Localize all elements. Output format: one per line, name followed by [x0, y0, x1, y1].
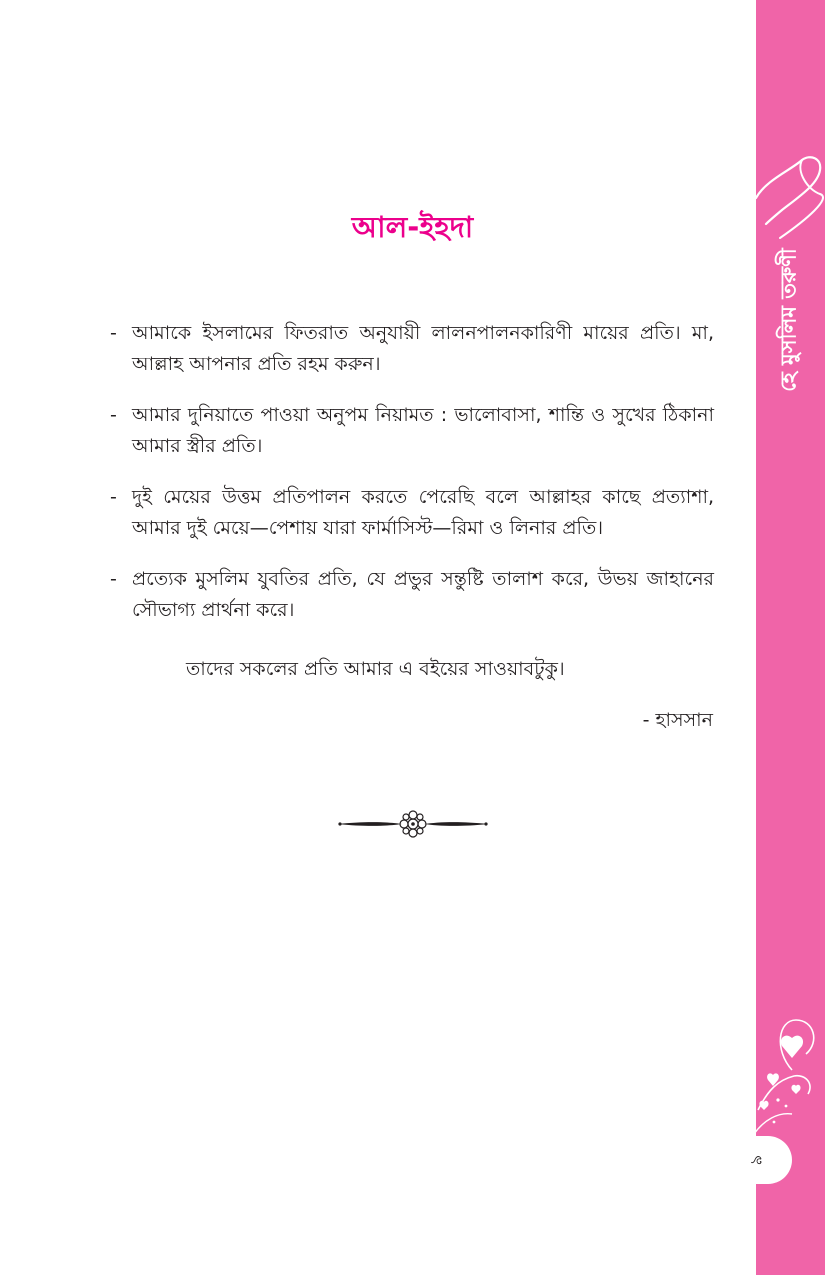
list-dash: -: [110, 568, 117, 590]
list-item-text: প্রত্যেক মুসলিম যুবতির প্রতি, যে প্রভুর সন্তুষ্টি তালাশ করে, উভয় জাহানের সৌভাগ্য প্রার্থনা করে।: [132, 568, 714, 621]
floral-divider-icon: [336, 808, 490, 840]
sidebar-book-title: হে মুসলিম তরুণী: [776, 248, 801, 392]
page-number: ৯: [746, 1154, 766, 1166]
dedication-list: [110, 318, 714, 646]
author-signature: - হাসসান: [642, 709, 713, 731]
heart-swirl-icon: [748, 1010, 825, 1150]
list-item: [110, 400, 714, 462]
page-heading: আল-ইহদা: [351, 210, 474, 244]
list-item-text: দুই মেয়ের উত্তম প্রতিপালন করতে পেরেছি বলে আল্লাহর কাছে প্রত্যাশা, আমার দুই মেয়ে—পেশায় যারা ফার্মাসিস্ট—রিমা ও লিনার প্রতি।: [132, 486, 714, 539]
closing-line: তাদের সকলের প্রতি আমার এ বইয়ের সাওয়াবটুকু।: [186, 658, 565, 680]
list-dash: -: [110, 322, 117, 344]
list-item: [110, 482, 714, 544]
list-dash: -: [110, 486, 117, 508]
list-item: [110, 318, 714, 380]
list-dash: -: [110, 404, 117, 426]
list-item: [110, 564, 714, 626]
list-item-text: আমার দুনিয়াতে পাওয়া অনুপম নিয়ামত : ভালোবাসা, শান্তি ও সুখের ঠিকানা আমার স্ত্রীর প্রতি।: [132, 404, 714, 457]
list-item-text: আমাকে ইসলামের ফিতরাত অনুযায়ী লালনপালনকারিণী মায়ের প্রতি। মা, আল্লাহ আপনার প্রতি রহম করুন।: [132, 322, 714, 375]
